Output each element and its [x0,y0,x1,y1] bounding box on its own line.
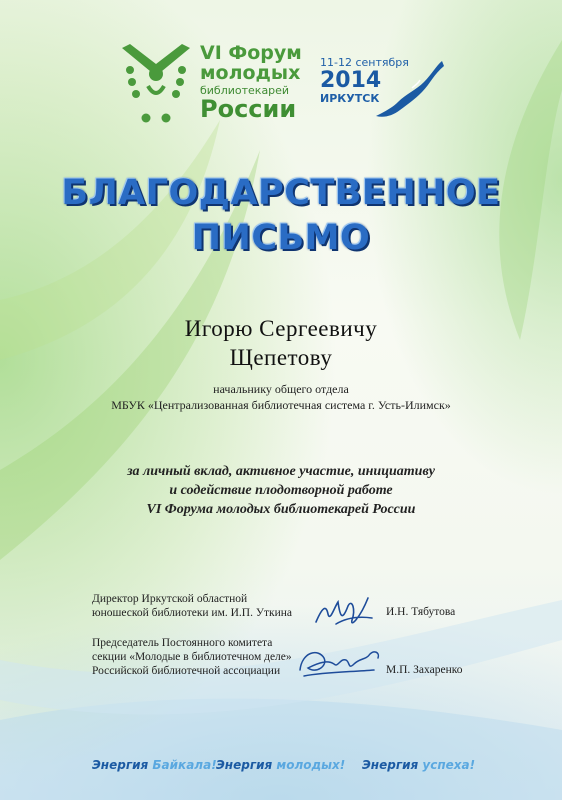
signatory-name-1: И.Н. Тябутова [386,606,456,618]
footer-slogan-1-word1: Энергия [92,758,149,772]
recipient-name: Игорю Сергеевичу [184,316,378,341]
footer-slogan-3-word1: Энергия [362,758,419,772]
signatory-title-2-line2: секции «Молодые в библиотечном деле» [92,651,292,663]
forum-city: ИРКУТСК [320,92,380,105]
lake-baikal-icon [372,58,447,120]
forum-title [200,44,320,121]
signatory-title-1 [92,592,292,620]
reason-line2: и содействие плодотворной работе [169,483,393,498]
forum-title-line4: России [200,95,297,123]
heading-line1: БЛАГОДАРСТВЕННОЕ [61,173,501,213]
signature-1 [312,588,376,634]
footer-slogan-2-word1: Энергия [216,758,273,772]
footer-slogan-2-word2: молодых! [276,758,346,772]
signatory-title-2 [92,636,292,678]
footer-slogan-3-word2: успеха! [422,758,476,772]
forum-dates-text: 11-12 сентября [320,56,409,69]
footer-slogan-1 [92,758,217,772]
reason-line3: VI Форума молодых библиотекарей России [146,502,416,517]
reason-line1: за личный вклад, активное участие, инициативу [127,464,435,479]
signatory-title-1-line1: Директор Иркутской областной [92,593,248,605]
footer-slogan-3 [362,758,475,772]
forum-logo-icon [118,40,194,128]
forum-year: 2014 [320,68,382,93]
signatory-title-2-line3: Российской библиотечной ассоциации [92,665,281,677]
forum-title-line2: молодых [200,62,301,84]
signatory-title-1-line2: юношеской библиотеки им. И.П. Уткина [92,607,293,619]
recipient-organization: МБУК «Централизованная библиотечная система г. Усть-Илимск» [111,398,451,412]
signatory-title-2-line1: Председатель Постоянного комитета [92,637,273,649]
recipient-position: начальнику общего отдела [213,382,349,396]
footer-slogan-2 [216,758,345,772]
footer-slogan-1-word2: Байкала! [152,758,217,772]
signatory-name-2: М.П. Захаренко [386,664,463,676]
signature-2 [294,640,384,684]
heading-line2: ПИСЬМО [191,218,371,258]
forum-title-line1: VI Форум [200,42,302,64]
forum-title-line3: библиотекарей [200,84,290,97]
recipient-surname: Щепетову [229,345,333,370]
